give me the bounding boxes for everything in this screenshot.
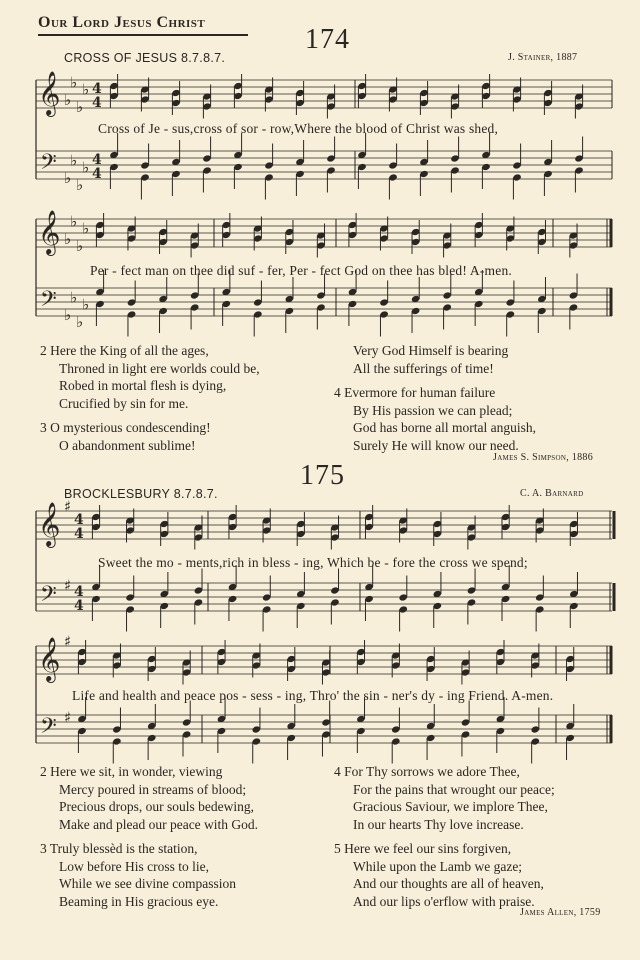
treble-clef-icon: 𝄞: [38, 637, 61, 681]
verse-line: While we see divine compassion: [59, 876, 236, 891]
hymn-number: 175: [300, 460, 345, 491]
svg-text:4: 4: [92, 166, 102, 182]
verse-line: 2 Here we sit, in wonder, viewing: [40, 764, 223, 779]
svg-text:4: 4: [92, 95, 102, 111]
bass-clef-icon: 𝄢: [40, 714, 57, 744]
section-title: Our Lord Jesus Christ: [38, 14, 206, 31]
key-signature: ♭: [70, 73, 78, 92]
verse-line: Mercy poured in streams of blood;: [59, 781, 247, 797]
key-signature: ♭: [82, 219, 90, 238]
verse-line: And our lips o'erflow with praise.: [353, 893, 535, 909]
svg-text:4: 4: [74, 526, 84, 542]
verse-line: All the sufferings of time!: [353, 360, 494, 376]
lyrics-line: Life and health and peace pos - sess - ing, Thro' the sin - ner's dy - ing Friend. A-men.: [72, 688, 554, 703]
key-signature: ♭: [64, 230, 72, 248]
key-signature: ♯: [64, 708, 72, 727]
verse-line: Surely He will know our need.: [353, 437, 519, 453]
bass-clef-icon: 𝄢: [40, 287, 57, 317]
verse-line: Throned in light ere worlds could be,: [59, 360, 260, 376]
verse-line: Beaming in His gracious eye.: [59, 893, 219, 909]
treble-clef-icon: 𝄞: [38, 210, 61, 254]
verse-line: For the pains that wrought our peace;: [353, 781, 555, 797]
verse-line: Precious drops, our souls bedewing,: [59, 799, 254, 814]
author-attribution: James S. Simpson, 1886: [493, 452, 594, 463]
key-signature: ♭: [82, 158, 90, 177]
treble-clef-icon: 𝄞: [38, 502, 61, 546]
verse-line: Robed in mortal flesh is dying,: [59, 378, 227, 393]
hymn-number: 174: [305, 24, 350, 55]
key-signature: ♭: [76, 313, 84, 331]
tune-name: BROCKLESBURY 8.7.8.7.: [64, 487, 218, 501]
verse-line: Very God Himself is bearing: [353, 343, 509, 358]
verse-line: Gracious Saviour, we implore Thee,: [353, 799, 548, 814]
key-signature: ♭: [82, 80, 90, 99]
verse-line: Crucified by sin for me.: [59, 395, 189, 411]
lyrics-line: Per - fect man on thee did suf - fer, Per - fect God on thee has bled! A-men.: [90, 263, 512, 278]
author-attribution: James Allen, 1759: [520, 907, 601, 918]
verse-line: O abandonment sublime!: [59, 437, 196, 453]
verse-line: And our thoughts are all of heaven,: [353, 876, 544, 891]
key-signature: ♭: [64, 91, 72, 109]
composer: J. Stainer, 1887: [508, 52, 578, 63]
lyrics-line: Sweet the mo - ments,rich in bless - ing, Which be - fore the cross we spend;: [98, 555, 528, 570]
verse-line: While upon the Lamb we gaze;: [353, 858, 523, 874]
verse-line: Make and plead our peace with God.: [59, 816, 259, 832]
verse-line: God has borne all mortal anguish,: [353, 420, 536, 435]
verse-line: 4 Evermore for human failure: [334, 385, 496, 400]
key-signature: ♭: [76, 176, 84, 194]
verses-left: [40, 342, 260, 454]
bass-clef-icon: 𝄢: [40, 150, 57, 180]
verses-right: [334, 342, 536, 454]
time-signature: 4: [92, 81, 102, 97]
key-signature: ♭: [76, 237, 84, 255]
treble-clef-icon: 𝄞: [38, 71, 61, 115]
verse-line: 5 Here we feel our sins forgiven,: [334, 841, 512, 856]
lyrics-line: Cross of Je - sus,cross of sor - row,Where the blood of Christ was shed,: [98, 121, 499, 136]
time-signature: 4: [74, 584, 84, 600]
key-signature: ♯: [64, 576, 72, 595]
verses-right: [334, 763, 555, 910]
verses-left: [40, 763, 258, 910]
verse-line: 3 Truly blessèd is the station,: [40, 841, 198, 856]
key-signature: ♭: [64, 306, 72, 324]
time-signature: 4: [74, 512, 84, 528]
key-signature: ♭: [70, 151, 78, 170]
key-signature: ♭: [64, 169, 72, 187]
svg-text:4: 4: [74, 598, 84, 614]
key-signature: ♭: [70, 288, 78, 307]
verse-line: By His passion we can plead;: [353, 402, 513, 418]
bass-clef-icon: 𝄢: [40, 582, 57, 612]
verse-line: 2 Here the King of all the ages,: [40, 343, 209, 358]
verse-line: 4 For Thy sorrows we adore Thee,: [334, 764, 520, 779]
verse-line: In our hearts Thy love increase.: [353, 816, 524, 832]
time-signature: 4: [92, 152, 102, 168]
composer: C. A. Barnard: [520, 488, 584, 499]
tune-name: CROSS OF JESUS 8.7.8.7.: [64, 51, 226, 65]
verse-line: Low before His cross to lie,: [59, 858, 209, 874]
key-signature: ♯: [64, 497, 72, 516]
key-signature: ♯: [64, 632, 72, 651]
key-signature: ♭: [82, 295, 90, 314]
key-signature: ♭: [70, 212, 78, 231]
key-signature: ♭: [76, 98, 84, 116]
verse-line: 3 O mysterious condescending!: [40, 420, 211, 435]
